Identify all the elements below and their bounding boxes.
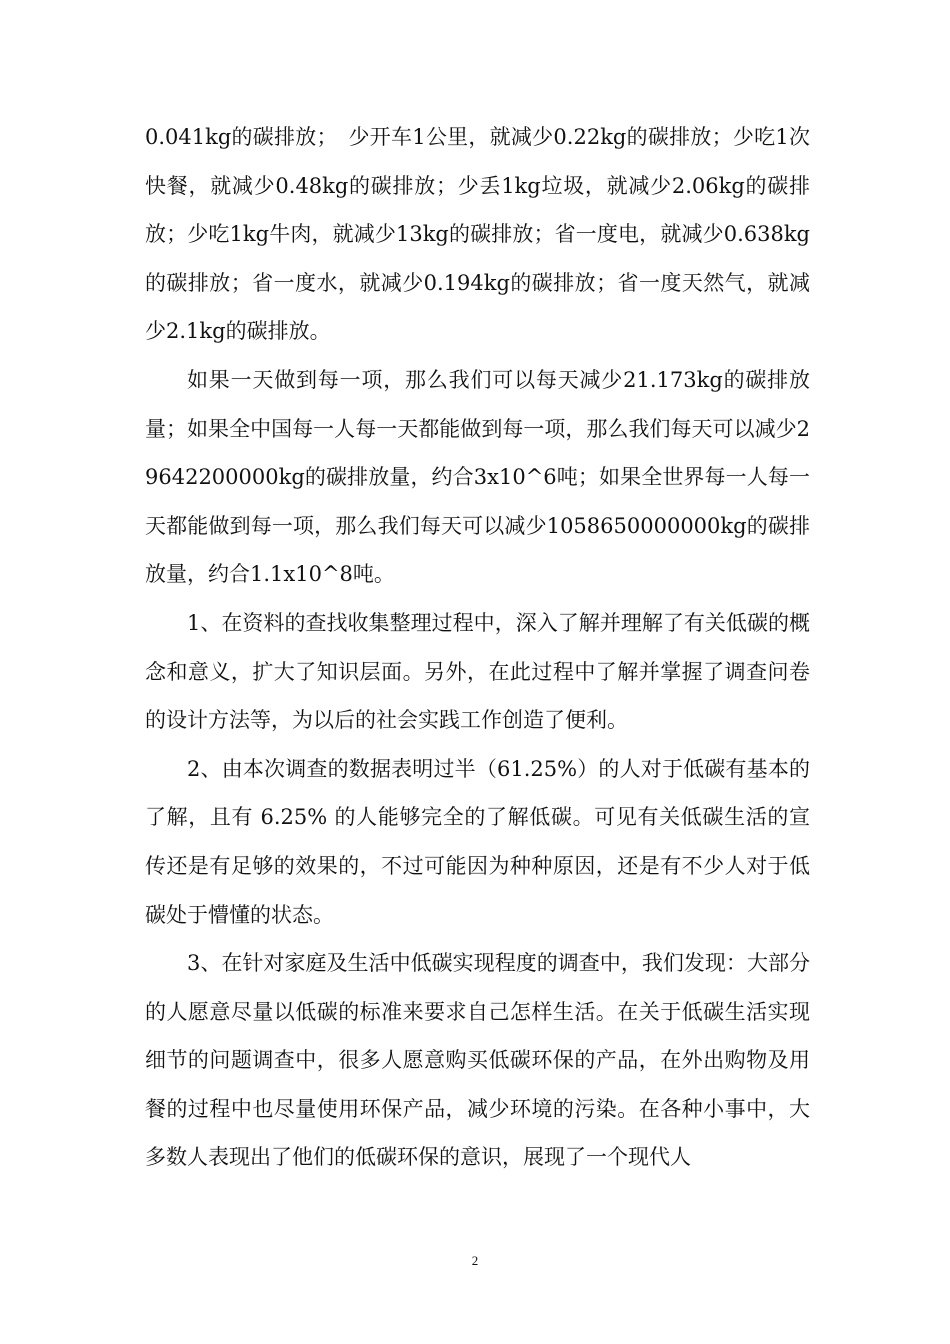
paragraph-daily-reduction: 如果一天做到每一项，那么我们可以每天减少21.173kg的碳排放量；如果全中国每一人每一天都能做到每一项，那么我们每天可以减少29642200000kg的碳排放量，约合3x10^6吨；如果全世界每一人每一天都能做到每一项，那么我们每天可以减少1058650000000kg的碳排放量，约合1.1x10^8吨。 xyxy=(145,367,810,587)
paragraph-carbon-savings-list: 0.041kg的碳排放； 少开车1公里，就减少0.22kg的碳排放；少吃1次快餐，就减少0.48kg的碳排放；少丢1kg垃圾，就减少2.06kg的碳排放；少吃1kg牛肉，就减少13kg的碳排放；省一度电，就减少0.638kg的碳排放；省一度水，就减少0.194kg的碳排放；省一度天然气，就减少2.1kg的碳排放。 xyxy=(145,125,810,344)
paragraph-finding-2: 2、由本次调查的数据表明过半（61.25%）的人对于低碳有基本的了解，且有 6.25% 的人能够完全的了解低碳。可见有关低碳生活的宣传还是有足够的效果的，不过可能因为种种原因，还是有不少人对于低碳处于懵懂的状态。 xyxy=(145,756,810,927)
paragraph-finding-3: 3、在针对家庭及生活中低碳实现程度的调查中，我们发现：大部分的人愿意尽量以低碳的标准来要求自己怎样生活。在关于低碳生活实现细节的问题调查中，很多人愿意购买低碳环保的产品，在外出购物及用餐的过程中也尽量使用环保产品，减少环境的污染。在各种小事中，大多数人表现出了他们的低碳环保的意识，展现了一个现代人 xyxy=(145,951,810,1170)
page-number: 2 xyxy=(471,1253,479,1268)
document-body xyxy=(145,113,810,1182)
paragraph-finding-1: 1、在资料的查找收集整理过程中，深入了解并理解了有关低碳的概念和意义，扩大了知识层面。另外，在此过程中了解并掌握了调查问卷的设计方法等，为以后的社会实践工作创造了便利。 xyxy=(145,610,810,733)
